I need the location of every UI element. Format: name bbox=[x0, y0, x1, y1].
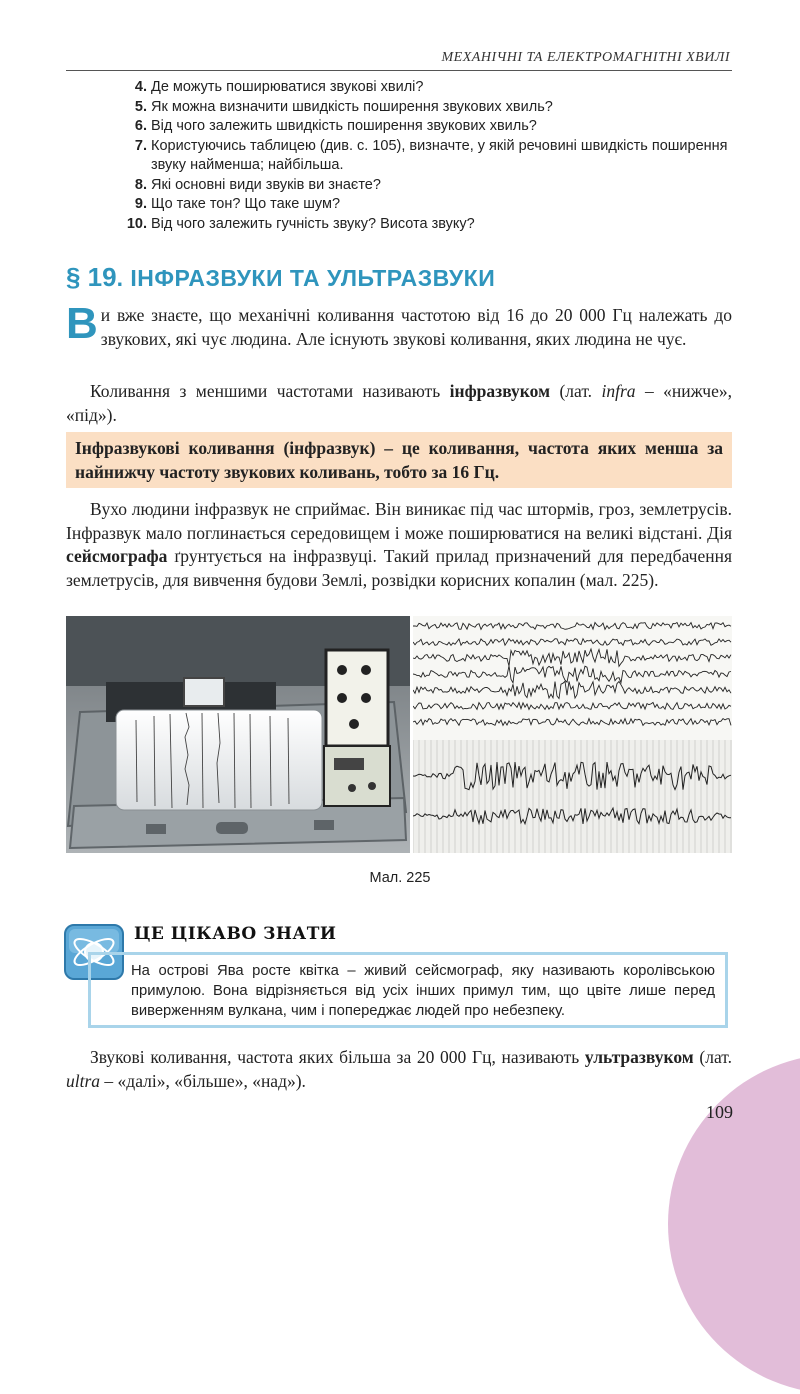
seismogram-image bbox=[413, 616, 732, 853]
review-questions bbox=[118, 78, 738, 234]
list-item: 4. Де можуть поширюватися звукові хвилі? bbox=[134, 79, 424, 95]
intro-paragraph: Ви вже знаєте, що механічні коливання частотою від 16 до 20 000 Гц належать до звукових, які чує людина. Але існують звукові коливання, яких людина не чує. bbox=[66, 299, 732, 349]
section-heading: . ІНФРАЗВУКИ ТА УЛЬТРАЗВУКИ bbox=[116, 265, 496, 291]
running-header-title: МЕХАНІЧНІ ТА ЕЛЕКТРОМАГНІТНІ ХВИЛІ bbox=[441, 50, 730, 65]
term-seismograph: сейсмографа bbox=[66, 546, 168, 566]
term-ultrasound: ультразвуком bbox=[584, 1047, 694, 1067]
running-header bbox=[66, 48, 732, 71]
list-item: 5. Як можна визначити швидкість поширення звукових хвиль? bbox=[134, 98, 553, 115]
figure-caption: Мал. 225 bbox=[369, 870, 431, 886]
page-number: 109 bbox=[706, 1102, 733, 1122]
definition-box bbox=[66, 432, 732, 488]
page-corner-decoration bbox=[668, 1054, 800, 1394]
drop-cap: В bbox=[66, 299, 98, 348]
definition-text: Інфразвукові коливання (інфразвук) – це коливання, частота яких менша за найнижчу частоту звукових коливань, тобто за 16 Гц. bbox=[75, 438, 723, 482]
term-infrasound: інфразвуком bbox=[449, 381, 550, 401]
list-item: 9. Що таке тон? Що таке шум? bbox=[134, 196, 341, 212]
seismograph-photo bbox=[66, 616, 410, 853]
section-title bbox=[66, 262, 495, 293]
list-item: 10. Від чого залежить гучність звуку? Висота звуку? bbox=[126, 215, 475, 232]
info-text: На острові Ява росте квітка – живий сейсмограф, яку називають королівською примулою. Вона відрізняється від усіх інших примул тим, що цвіте лише перед виверженням вулкана, чим і попереджає людей про небезпеку. bbox=[131, 963, 715, 1019]
paragraph-infrasound: Коливання з меншими частотами називають інфразвуком (лат. infra – «нижче», «під»). bbox=[66, 381, 732, 425]
paragraph-ultrasound: Звукові коливання, частота яких більша за 20 000 Гц, називають ультразвуком (лат. ultra – «далі», «більше», «над»). bbox=[66, 1047, 732, 1091]
section-number: § 19 bbox=[66, 262, 117, 292]
list-item: 6. Від чого залежить швидкість поширення звукових хвиль? bbox=[134, 118, 537, 134]
list-item: 8. Які основні види звуків ви знаєте? bbox=[134, 176, 381, 193]
paragraph-seismograph: Вухо людини інфразвук не сприймає. Він виникає під час штормів, гроз, землетрусів. Інфразвук мало поглинається середовищем і може поширюватися на великі відстані. Дія сейсмографа ґрунтується на інфразвуці. Такий прилад призначений для передбачення землетрусів, для вивчення будови Землі, розвідки корисних копалин (мал. 225). bbox=[66, 499, 732, 590]
info-title: ЦЕ ЦІКАВО ЗНАТИ bbox=[134, 924, 337, 944]
list-item: 7. Користуючись таблицею (див. с. 105), визначте, у якій речовині швидкість поширення звуку найменша; найбільша. bbox=[134, 137, 728, 173]
info-box bbox=[88, 952, 728, 1028]
